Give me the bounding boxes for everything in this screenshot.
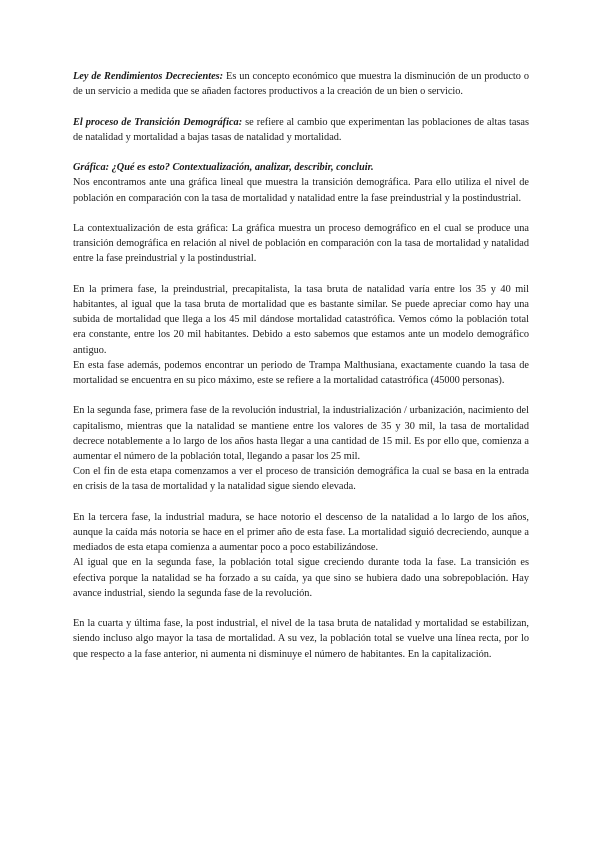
definition-term: El proceso de Transición Demográfica: [73,116,243,128]
phase4-paragraph: En la cuarta y última fase, la post industrial, el nivel de la tasa bruta de natalidad y mortalidad se estabilizan, siendo incluso algo mayor la tasa de mortalidad. A su vez, la población total se vuelve una línea recta, por lo que respecto a la fase anterior, ni aumenta ni disminuye el número de habitantes. En la capitalización. [73,618,529,660]
definition-text: se refiere al cambio que experimentan las poblaciones de altas tasas de natalidad y mortalidad a bajas tasas de natalidad y mortalidad. [73,116,529,143]
phase3-growth-paragraph: Al igual que en la segunda fase, la población total sigue creciendo durante toda la fase. La transición es efectiva porque la natalidad se ha forzado a su caída, ya que sino se hubiera dado una sobrepoblación. Hay avance industrial, siendo la segunda fase de la revolución. [73,557,529,599]
intro-paragraph: Nos encontramos ante una gráfica lineal que muestra la transición demográfica. Para ello utiliza el nivel de población en comparación con la tasa de mortalidad y natalidad entre la fase preindustrial y la postindustrial. [73,177,529,204]
definition-term: Ley de Rendimientos Decrecientes: [73,71,224,82]
phase2-transition-paragraph: Con el fin de esta etapa comenzamos a ver el proceso de transición demográfica la cual se basa en la entrada en crisis de la tasa de mortalidad y la natalidad sigue siendo elevada. [73,466,529,493]
phase2-paragraph: En la segunda fase, primera fase de la revolución industrial, la industrialización / urbanización, nacimiento del capitalismo, mientras que la natalidad se mantiene entre los valores de 35 y 30 mil, la tasa de mortalidad decrece notablemente a lo largo de los años hasta llegar a una cantidad de 15 mil. Es por ello que, comienza a aumentar el número de la población total, llegando a pasar los 25 mil. [73,405,529,462]
definition-text: Es un concepto económico que muestra la disminución de un producto o de un servicio a medida que se añaden factores productivos a la creación de un bien o servicio. [73,71,529,98]
section-heading: Gráfica: ¿Qué es esto? Contextualización, analizar, describir, concluir. [73,162,374,174]
definition-paragraph-rendimientos [73,69,529,99]
phase1-malthus-paragraph: En esta fase además, podemos encontrar un periodo de Trampa Malthusiana, exactamente cuando la tasa de mortalidad se encuentra en su pico máximo, este se refiere a la mortalidad catastrófica (45000 personas). [73,359,529,386]
phase3-paragraph: En la tercera fase, la industrial madura, se hace notorio el descenso de la natalidad a lo largo de los años, aunque la caída más notoria se hace en el primer año de esta fase. La mortalidad siguió decreciendo, aunque a mediados de esta etapa comienza a aumentar poco a poco estabilizándose. [73,511,529,554]
phase1-paragraph: En la primera fase, la preindustrial, precapitalista, la tasa bruta de natalidad varía entre los 35 y 40 mil habitantes, al igual que la tasa bruta de mortalidad que es bastante similar. Se puede apreciar como hay una subida de mortalidad que llega a los 45 mil dándose mortalidad catastrófica. Vemos cómo la población total era constante, entre los 20 mil habitantes. Debido a esto sabemos que estamos ante un modelo demográfico antiguo. [73,283,529,356]
context-paragraph: La contextualización de esta gráfica: La gráfica muestra un proceso demográfico en el cual se produce una transición demográfica en relación al nivel de población en comparación con la tasa de mortalidad y natalidad entre la fase preindustrial y la postindustrial. [73,222,529,265]
definition-paragraph-transicion [73,115,529,145]
document-body [73,69,529,662]
